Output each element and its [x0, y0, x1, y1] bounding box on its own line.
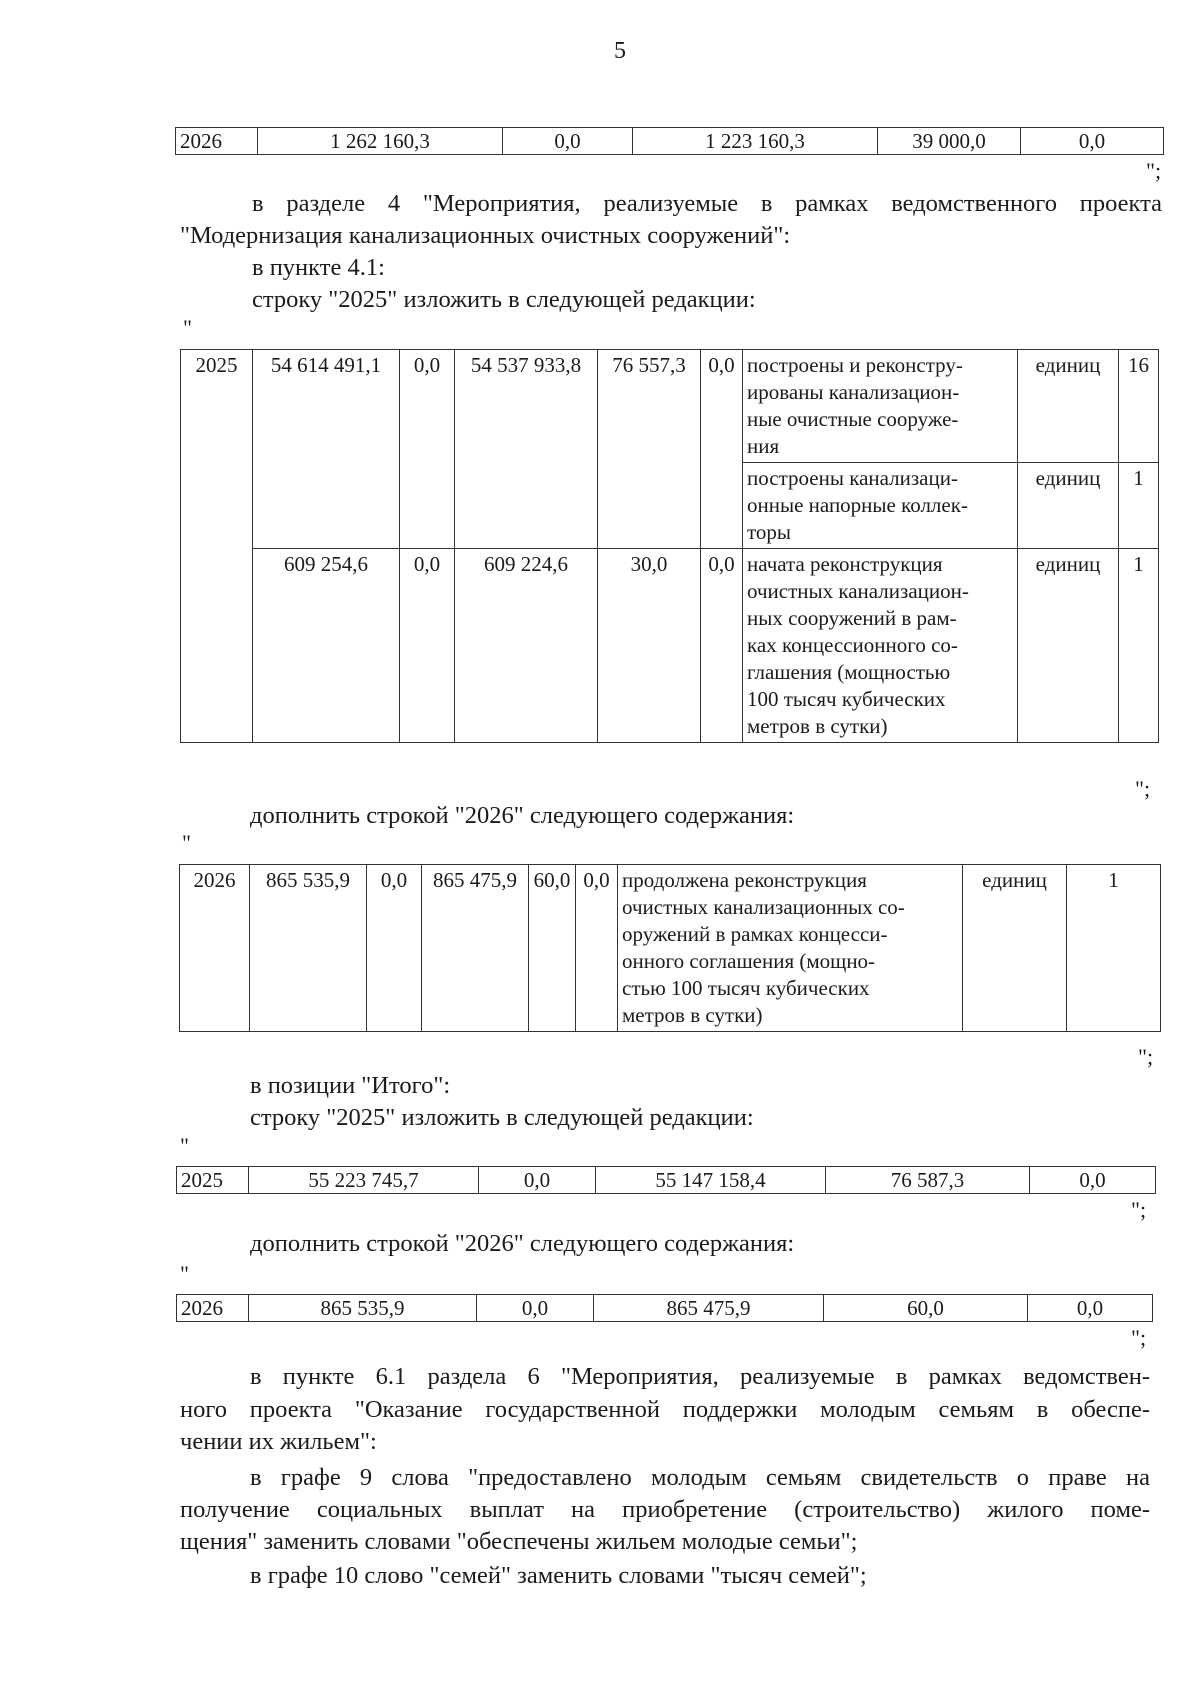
indicator-text: построены канализаци- онные напорные коллек- торы	[743, 463, 1018, 549]
value-cell: 0,0	[477, 1295, 594, 1322]
add-2026-text-2: дополнить строкой "2026" следующего содержания:	[250, 1230, 795, 1257]
itogo-line2: строку "2025" изложить в следующей редакции:	[250, 1104, 754, 1131]
value-cell: 0,0	[1021, 128, 1164, 155]
open-quote: "	[182, 830, 191, 855]
section6-line7: в графе 10 слово "семей" заменить словами "тысяч семей";	[250, 1562, 867, 1589]
value-cell: 54 537 933,8	[455, 350, 598, 549]
table-row	[177, 1295, 1153, 1322]
value-cell: 0,0	[701, 549, 743, 743]
section4-line4: строку "2025" изложить в следующей редакции:	[252, 286, 756, 313]
value-cell: 865 475,9	[594, 1295, 824, 1322]
indicator-text: продолжена реконструкция очистных канализационных со- оружений в рамках концесси- онного соглашения (мощно- стью 100 тысяч кубических метров в сутки)	[618, 865, 963, 1032]
year-cell: 2026	[180, 865, 250, 1032]
table-2025	[180, 349, 1159, 743]
total-cell: 1 262 160,3	[258, 128, 503, 155]
value-cell: 0,0	[576, 865, 618, 1032]
close-quote: ";	[1131, 1197, 1147, 1222]
total-cell: 865 535,9	[249, 1295, 477, 1322]
value-cell: 76 587,3	[826, 1167, 1030, 1194]
section6-line5: получение социальных выплат на приобретение (строительство) жилого поме-	[180, 1496, 1150, 1523]
value-cell: 0,0	[503, 128, 633, 155]
total-cell: 55 223 745,7	[249, 1167, 479, 1194]
itogo-line1: в позиции "Итого":	[250, 1072, 451, 1099]
year-cell: 2025	[181, 350, 253, 743]
table-row	[181, 350, 1159, 463]
page-number: 5	[614, 38, 626, 64]
unit-cell: единиц	[1018, 549, 1119, 743]
table-itogo-2026	[176, 1294, 1153, 1322]
total-cell: 54 614 491,1	[253, 350, 400, 549]
total-cell: 865 535,9	[250, 865, 367, 1032]
open-quote: "	[180, 1133, 189, 1158]
value-cell: 39 000,0	[878, 128, 1021, 155]
indicator-value: 1	[1119, 549, 1159, 743]
table-2026-top	[175, 127, 1164, 155]
value-cell: 0,0	[1028, 1295, 1153, 1322]
value-cell: 60,0	[824, 1295, 1028, 1322]
close-quote: ";	[1146, 158, 1162, 183]
unit-cell: единиц	[1018, 463, 1119, 549]
section6-line1: в пункте 6.1 раздела 6 "Мероприятия, реализуемые в рамках ведомствен-	[250, 1363, 1150, 1390]
value-cell: 0,0	[1030, 1167, 1156, 1194]
indicator-value: 1	[1067, 865, 1161, 1032]
total-cell: 609 254,6	[253, 549, 400, 743]
table-itogo-2025	[176, 1166, 1156, 1194]
close-quote: ";	[1135, 776, 1151, 801]
year-cell: 2026	[176, 128, 258, 155]
section4-line1: в разделе 4 "Мероприятия, реализуемые в рамках ведомственного проекта	[252, 190, 1162, 217]
add-2026-text: дополнить строкой "2026" следующего содержания:	[250, 802, 795, 829]
section6-line6: щения" заменить словами "обеспечены жильем молодые семьи";	[180, 1528, 858, 1555]
indicator-text: начата реконструкция очистных канализацион- ных сооружений в рам- ках концессионного со- глашения (мощностью 100 тысяч кубических метров в сутки)	[743, 549, 1018, 743]
open-quote: "	[180, 1261, 189, 1286]
value-cell: 55 147 158,4	[596, 1167, 826, 1194]
value-cell: 30,0	[598, 549, 701, 743]
section4-line2: "Модернизация канализационных очистных сооружений":	[180, 222, 791, 249]
section4-line3: в пункте 4.1:	[252, 254, 385, 281]
indicator-value: 1	[1119, 463, 1159, 549]
value-cell: 0,0	[479, 1167, 596, 1194]
close-quote: ";	[1131, 1325, 1147, 1350]
close-quote: ";	[1138, 1044, 1154, 1069]
section6-line4: в графе 9 слова "предоставлено молодым семьям свидетельств о праве на	[250, 1464, 1150, 1491]
section6-line2: ного проекта "Оказание государственной поддержки молодым семьям в обеспе-	[180, 1396, 1150, 1423]
value-cell: 60,0	[529, 865, 576, 1032]
indicator-text: построены и реконстру- ированы канализацион- ные очистные сооруже- ния	[743, 350, 1018, 463]
value-cell: 1 223 160,3	[633, 128, 878, 155]
unit-cell: единиц	[1018, 350, 1119, 463]
unit-cell: единиц	[963, 865, 1067, 1032]
year-cell: 2026	[177, 1295, 249, 1322]
year-cell: 2025	[177, 1167, 249, 1194]
value-cell: 0,0	[400, 549, 455, 743]
value-cell: 0,0	[400, 350, 455, 549]
value-cell: 865 475,9	[422, 865, 529, 1032]
open-quote: "	[183, 315, 192, 340]
table-2026-mid	[179, 864, 1161, 1032]
value-cell: 609 224,6	[455, 549, 598, 743]
value-cell: 76 557,3	[598, 350, 701, 549]
table-row	[177, 1167, 1156, 1194]
value-cell: 0,0	[701, 350, 743, 549]
value-cell: 0,0	[367, 865, 422, 1032]
section6-line3: чении их жильем":	[180, 1428, 377, 1455]
table-row	[181, 549, 1159, 743]
indicator-value: 16	[1119, 350, 1159, 463]
table-row	[176, 128, 1164, 155]
table-row	[180, 865, 1161, 1032]
